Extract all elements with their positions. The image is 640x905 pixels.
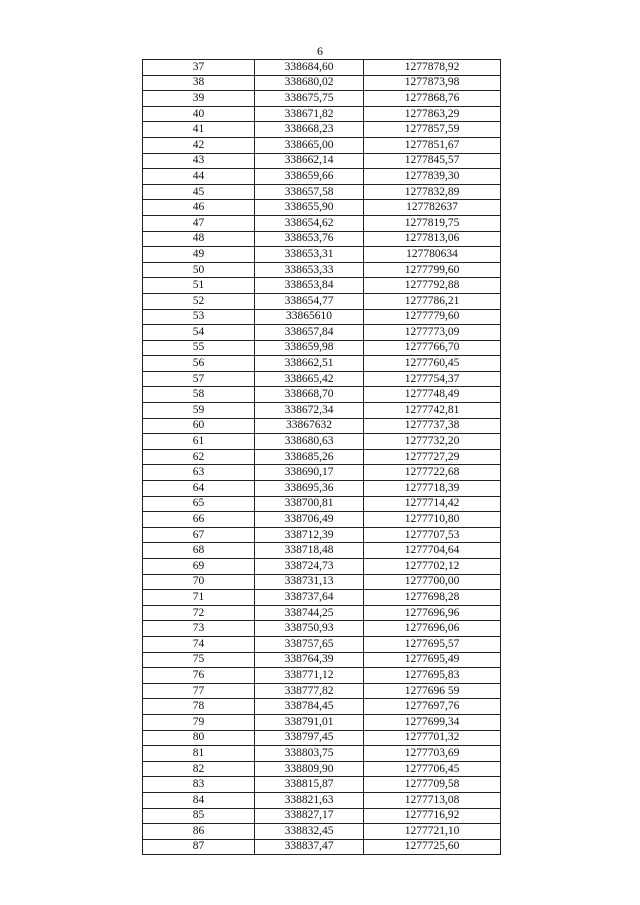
point-number-cell: 77 [143, 683, 255, 699]
x-coordinate-cell: 338777,82 [255, 683, 364, 699]
x-coordinate-cell: 338671,82 [255, 106, 364, 122]
point-number-cell: 48 [143, 231, 255, 247]
point-number-cell: 63 [143, 465, 255, 481]
point-number-cell: 57 [143, 371, 255, 387]
y-coordinate-cell: 1277813,06 [364, 231, 501, 247]
y-coordinate-cell: 1277839,30 [364, 169, 501, 185]
table-row [143, 184, 501, 200]
point-number-cell: 72 [143, 605, 255, 621]
point-number-cell: 59 [143, 403, 255, 419]
y-coordinate-cell: 1277699,34 [364, 714, 501, 730]
table-row [143, 60, 501, 76]
table-row [143, 824, 501, 840]
table-row [143, 605, 501, 621]
x-coordinate-cell: 338706,49 [255, 512, 364, 528]
y-coordinate-cell: 1277766,70 [364, 340, 501, 356]
table-row [143, 761, 501, 777]
x-coordinate-cell: 338657,58 [255, 184, 364, 200]
x-coordinate-cell: 338668,70 [255, 387, 364, 403]
table-row [143, 418, 501, 434]
y-coordinate-cell: 1277696,96 [364, 605, 501, 621]
y-coordinate-cell: 1277779,60 [364, 309, 501, 325]
point-number-cell: 85 [143, 808, 255, 824]
y-coordinate-cell: 1277710,80 [364, 512, 501, 528]
x-coordinate-cell: 338690,17 [255, 465, 364, 481]
table-row [143, 371, 501, 387]
point-number-cell: 86 [143, 824, 255, 840]
y-coordinate-cell: 1277878,92 [364, 60, 501, 76]
y-coordinate-cell: 1277832,89 [364, 184, 501, 200]
table-row [143, 91, 501, 107]
y-coordinate-cell: 1277714,42 [364, 496, 501, 512]
y-coordinate-cell: 1277716,92 [364, 808, 501, 824]
point-number-cell: 41 [143, 122, 255, 138]
x-coordinate-cell: 338680,02 [255, 75, 364, 91]
y-coordinate-cell: 1277799,60 [364, 262, 501, 278]
table-row [143, 746, 501, 762]
x-coordinate-cell: 338657,84 [255, 325, 364, 341]
point-number-cell: 46 [143, 200, 255, 216]
y-coordinate-cell: 1277697,76 [364, 699, 501, 715]
table-row [143, 137, 501, 153]
table-row [143, 231, 501, 247]
x-coordinate-cell: 338731,13 [255, 574, 364, 590]
x-coordinate-cell: 33867632 [255, 418, 364, 434]
point-number-cell: 47 [143, 215, 255, 231]
x-coordinate-cell: 338791,01 [255, 714, 364, 730]
x-coordinate-cell: 338821,63 [255, 792, 364, 808]
x-coordinate-cell: 338659,98 [255, 340, 364, 356]
point-number-cell: 81 [143, 746, 255, 762]
x-coordinate-cell: 338655,90 [255, 200, 364, 216]
point-number-cell: 75 [143, 652, 255, 668]
x-coordinate-cell: 338672,34 [255, 403, 364, 419]
x-coordinate-cell: 338764,39 [255, 652, 364, 668]
table-row [143, 699, 501, 715]
x-coordinate-cell: 338815,87 [255, 777, 364, 793]
x-coordinate-cell: 338757,65 [255, 636, 364, 652]
y-coordinate-cell: 1277737,38 [364, 418, 501, 434]
x-coordinate-cell: 338684,60 [255, 60, 364, 76]
y-coordinate-cell: 1277707,53 [364, 527, 501, 543]
y-coordinate-cell: 1277863,29 [364, 106, 501, 122]
table-row [143, 200, 501, 216]
point-number-cell: 87 [143, 839, 255, 855]
point-number-cell: 78 [143, 699, 255, 715]
table-row [143, 293, 501, 309]
x-coordinate-cell: 338797,45 [255, 730, 364, 746]
point-number-cell: 44 [143, 169, 255, 185]
y-coordinate-cell: 1277760,45 [364, 356, 501, 372]
table-row [143, 153, 501, 169]
x-coordinate-cell: 338832,45 [255, 824, 364, 840]
point-number-cell: 39 [143, 91, 255, 107]
x-coordinate-cell: 338718,48 [255, 543, 364, 559]
table-row [143, 590, 501, 606]
y-coordinate-cell: 1277695,83 [364, 668, 501, 684]
point-number-cell: 43 [143, 153, 255, 169]
x-coordinate-cell: 338653,84 [255, 278, 364, 294]
table-row [143, 356, 501, 372]
point-number-cell: 71 [143, 590, 255, 606]
table-row [143, 309, 501, 325]
table-row [143, 247, 501, 263]
table-row [143, 512, 501, 528]
point-number-cell: 64 [143, 481, 255, 497]
x-coordinate-cell: 33865610 [255, 309, 364, 325]
table-row [143, 106, 501, 122]
x-coordinate-cell: 338700,81 [255, 496, 364, 512]
y-coordinate-cell: 1277703,69 [364, 746, 501, 762]
x-coordinate-cell: 338695,36 [255, 481, 364, 497]
x-coordinate-cell: 338771,12 [255, 668, 364, 684]
point-number-cell: 52 [143, 293, 255, 309]
x-coordinate-cell: 338784,45 [255, 699, 364, 715]
table-row [143, 481, 501, 497]
x-coordinate-cell: 338662,14 [255, 153, 364, 169]
y-coordinate-cell: 1277754,37 [364, 371, 501, 387]
x-coordinate-cell: 338659,66 [255, 169, 364, 185]
table-row [143, 75, 501, 91]
y-coordinate-cell: 1277718,39 [364, 481, 501, 497]
table-row [143, 683, 501, 699]
y-coordinate-cell: 1277857,59 [364, 122, 501, 138]
y-coordinate-cell: 1277709,58 [364, 777, 501, 793]
table-row [143, 403, 501, 419]
point-number-cell: 55 [143, 340, 255, 356]
x-coordinate-cell: 338712,39 [255, 527, 364, 543]
y-coordinate-cell: 1277873,98 [364, 75, 501, 91]
y-coordinate-cell: 1277773,09 [364, 325, 501, 341]
x-coordinate-cell: 338724,73 [255, 559, 364, 575]
x-coordinate-cell: 338827,17 [255, 808, 364, 824]
x-coordinate-cell: 338803,75 [255, 746, 364, 762]
table-row [143, 278, 501, 294]
point-number-cell: 65 [143, 496, 255, 512]
x-coordinate-cell: 338653,33 [255, 262, 364, 278]
y-coordinate-cell: 1277713,08 [364, 792, 501, 808]
point-number-cell: 62 [143, 449, 255, 465]
point-number-cell: 66 [143, 512, 255, 528]
y-coordinate-cell: 127780634 [364, 247, 501, 263]
table-row [143, 496, 501, 512]
y-coordinate-cell: 1277792,88 [364, 278, 501, 294]
y-coordinate-cell: 1277742,81 [364, 403, 501, 419]
coordinates-table [142, 59, 501, 855]
x-coordinate-cell: 338837,47 [255, 839, 364, 855]
table-row [143, 449, 501, 465]
x-coordinate-cell: 338737,64 [255, 590, 364, 606]
point-number-cell: 58 [143, 387, 255, 403]
table-row [143, 122, 501, 138]
table-row [143, 559, 501, 575]
x-coordinate-cell: 338654,62 [255, 215, 364, 231]
y-coordinate-cell: 1277696 59 [364, 683, 501, 699]
table-row [143, 340, 501, 356]
table-row [143, 652, 501, 668]
point-number-cell: 50 [143, 262, 255, 278]
point-number-cell: 45 [143, 184, 255, 200]
x-coordinate-cell: 338653,31 [255, 247, 364, 263]
point-number-cell: 76 [143, 668, 255, 684]
point-number-cell: 82 [143, 761, 255, 777]
table-row [143, 792, 501, 808]
point-number-cell: 53 [143, 309, 255, 325]
point-number-cell: 69 [143, 559, 255, 575]
point-number-cell: 70 [143, 574, 255, 590]
point-number-cell: 73 [143, 621, 255, 637]
table-row [143, 325, 501, 341]
x-coordinate-cell: 338654,77 [255, 293, 364, 309]
x-coordinate-cell: 338665,00 [255, 137, 364, 153]
table-row [143, 527, 501, 543]
x-coordinate-cell: 338668,23 [255, 122, 364, 138]
y-coordinate-cell: 1277701,32 [364, 730, 501, 746]
table-row [143, 543, 501, 559]
y-coordinate-cell: 1277851,67 [364, 137, 501, 153]
point-number-cell: 74 [143, 636, 255, 652]
point-number-cell: 40 [143, 106, 255, 122]
x-coordinate-cell: 338685,26 [255, 449, 364, 465]
table-row [143, 777, 501, 793]
point-number-cell: 79 [143, 714, 255, 730]
point-number-cell: 80 [143, 730, 255, 746]
y-coordinate-cell: 1277732,20 [364, 434, 501, 450]
x-coordinate-cell: 338662,51 [255, 356, 364, 372]
table-row [143, 434, 501, 450]
table-row [143, 839, 501, 855]
y-coordinate-cell: 1277721,10 [364, 824, 501, 840]
table-row [143, 262, 501, 278]
point-number-cell: 68 [143, 543, 255, 559]
point-number-cell: 49 [143, 247, 255, 263]
y-coordinate-cell: 1277695,57 [364, 636, 501, 652]
x-coordinate-cell: 338653,76 [255, 231, 364, 247]
table-row [143, 169, 501, 185]
y-coordinate-cell: 127782637 [364, 200, 501, 216]
x-coordinate-cell: 338809,90 [255, 761, 364, 777]
point-number-cell: 67 [143, 527, 255, 543]
table-row [143, 574, 501, 590]
table-row [143, 808, 501, 824]
point-number-cell: 84 [143, 792, 255, 808]
table-row [143, 621, 501, 637]
table-row [143, 714, 501, 730]
point-number-cell: 83 [143, 777, 255, 793]
y-coordinate-cell: 1277706,45 [364, 761, 501, 777]
x-coordinate-cell: 338675,75 [255, 91, 364, 107]
y-coordinate-cell: 1277725,60 [364, 839, 501, 855]
y-coordinate-cell: 1277819,75 [364, 215, 501, 231]
y-coordinate-cell: 1277845,57 [364, 153, 501, 169]
y-coordinate-cell: 1277786,21 [364, 293, 501, 309]
y-coordinate-cell: 1277704,64 [364, 543, 501, 559]
point-number-cell: 42 [143, 137, 255, 153]
point-number-cell: 54 [143, 325, 255, 341]
y-coordinate-cell: 1277698,28 [364, 590, 501, 606]
y-coordinate-cell: 1277868,76 [364, 91, 501, 107]
coordinates-table-body [143, 60, 501, 855]
y-coordinate-cell: 1277727,29 [364, 449, 501, 465]
y-coordinate-cell: 1277722,68 [364, 465, 501, 481]
point-number-cell: 37 [143, 60, 255, 76]
table-row [143, 465, 501, 481]
x-coordinate-cell: 338665,42 [255, 371, 364, 387]
y-coordinate-cell: 1277695,49 [364, 652, 501, 668]
y-coordinate-cell: 1277702,12 [364, 559, 501, 575]
table-row [143, 636, 501, 652]
y-coordinate-cell: 1277700,00 [364, 574, 501, 590]
point-number-cell: 61 [143, 434, 255, 450]
y-coordinate-cell: 1277748,49 [364, 387, 501, 403]
table-row [143, 668, 501, 684]
table-row [143, 730, 501, 746]
x-coordinate-cell: 338744,25 [255, 605, 364, 621]
y-coordinate-cell: 1277696,06 [364, 621, 501, 637]
point-number-cell: 51 [143, 278, 255, 294]
x-coordinate-cell: 338680,63 [255, 434, 364, 450]
table-row [143, 387, 501, 403]
x-coordinate-cell: 338750,93 [255, 621, 364, 637]
point-number-cell: 60 [143, 418, 255, 434]
point-number-cell: 56 [143, 356, 255, 372]
point-number-cell: 38 [143, 75, 255, 91]
table-row [143, 215, 501, 231]
page-number: 6 [317, 44, 323, 58]
